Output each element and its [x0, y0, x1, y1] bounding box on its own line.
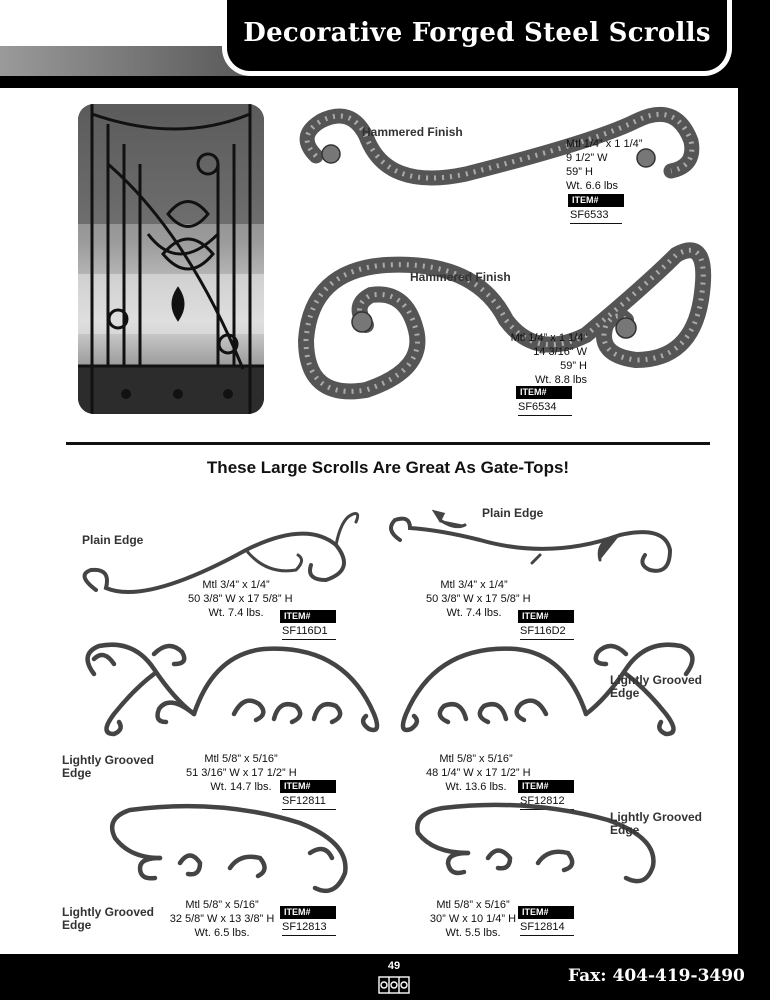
weight-spec: Wt. 14.7 lbs.	[210, 781, 272, 793]
item-number: SF12811	[282, 795, 336, 810]
weight-spec: Wt. 6.6 lbs	[566, 180, 618, 192]
item-number: SF12812	[520, 795, 574, 810]
item-label: ITEM#	[280, 610, 336, 623]
item-label: ITEM#	[280, 906, 336, 919]
weight-spec: Wt. 5.5 lbs.	[445, 927, 501, 939]
item-label: ITEM#	[518, 906, 574, 919]
header-gradient-strip	[0, 46, 245, 76]
weight-spec: Wt. 7.4 lbs.	[208, 607, 264, 619]
finish-label: Lightly Grooved Edge	[610, 810, 703, 837]
page-number: 49	[387, 960, 401, 972]
finish-label: Hammered Finish	[410, 270, 511, 284]
spec-block	[426, 578, 531, 620]
finish-label: Lightly Grooved Edge	[62, 753, 155, 780]
spec-block	[164, 898, 280, 940]
item-number: SF116D2	[520, 625, 574, 640]
spec-block	[566, 137, 642, 193]
material-spec: Mtl 5/8” x 5/16”	[436, 899, 510, 911]
scroll-image-sf12811	[74, 634, 394, 744]
dimensions-spec: 48 1/4” W x 17 1/2” H	[426, 767, 531, 779]
item-number: SF6533	[570, 209, 622, 224]
spec-block	[426, 898, 520, 940]
section-divider	[66, 442, 710, 445]
width-spec: 9 1/2” W	[566, 152, 608, 164]
weight-spec: Wt. 6.5 lbs.	[194, 927, 250, 939]
item-number: SF12814	[520, 921, 574, 936]
spec-block	[507, 331, 587, 387]
item-label: ITEM#	[518, 780, 574, 793]
finish-label: Lightly Grooved Edge	[62, 905, 155, 932]
finish-label: Plain Edge	[82, 533, 144, 547]
item-number: SF116D1	[282, 625, 336, 640]
finish-label: Hammered Finish	[362, 125, 463, 139]
item-number: SF6534	[518, 401, 572, 416]
dimensions-spec: 32 5/8” W x 13 3/8” H	[169, 913, 275, 925]
weight-spec: Wt. 7.4 lbs.	[446, 607, 502, 619]
dimensions-spec: 30” W x 10 1/4” H	[429, 913, 517, 925]
dimensions-spec: 51 3/16” W x 17 1/2” H	[186, 767, 297, 779]
height-spec: 59” H	[566, 166, 593, 178]
width-spec: 14 3/16” W	[533, 346, 587, 358]
dimensions-spec: 50 3/8” W x 17 5/8” H	[426, 593, 531, 605]
weight-spec: Wt. 13.6 lbs.	[445, 781, 507, 793]
fax-number: Fax: 404-419-3490	[568, 966, 745, 986]
scroll-image-sf12813	[100, 798, 360, 908]
spec-block	[188, 578, 293, 620]
item-label: ITEM#	[516, 386, 572, 399]
material-spec: Mtl 5/8” x 5/16”	[439, 753, 513, 765]
page-title: Decorative Forged Steel Scrolls	[243, 18, 711, 48]
material-spec: Mtl 1/4” x 1 1/4”	[510, 332, 587, 344]
finish-label: Lightly Grooved Edge	[610, 673, 703, 700]
material-spec: Mtl 1/4” x 1 1/4”	[566, 138, 643, 150]
material-spec: Mtl 3/4” x 1/4”	[440, 579, 508, 591]
item-label: ITEM#	[280, 780, 336, 793]
spec-block	[426, 752, 531, 794]
gate-photo	[78, 104, 264, 414]
weight-spec: Wt. 8.8 lbs	[535, 374, 587, 386]
material-spec: Mtl 5/8” x 5/16”	[204, 753, 278, 765]
item-label: ITEM#	[518, 610, 574, 623]
scroll-image-sf6533	[276, 96, 716, 208]
header-corner	[0, 0, 240, 46]
right-edge-bar	[738, 88, 770, 954]
dimensions-spec: 50 3/8” W x 17 5/8” H	[188, 593, 293, 605]
finish-label: Plain Edge	[482, 506, 544, 520]
section-tagline: These Large Scrolls Are Great As Gate-Tops!	[206, 458, 570, 477]
material-spec: Mtl 5/8” x 5/16”	[185, 899, 259, 911]
material-spec: Mtl 3/4” x 1/4”	[202, 579, 270, 591]
fence-logo-icon	[377, 975, 411, 995]
item-label: ITEM#	[568, 194, 624, 207]
item-number: SF12813	[282, 921, 336, 936]
height-spec: 59” H	[560, 360, 587, 372]
